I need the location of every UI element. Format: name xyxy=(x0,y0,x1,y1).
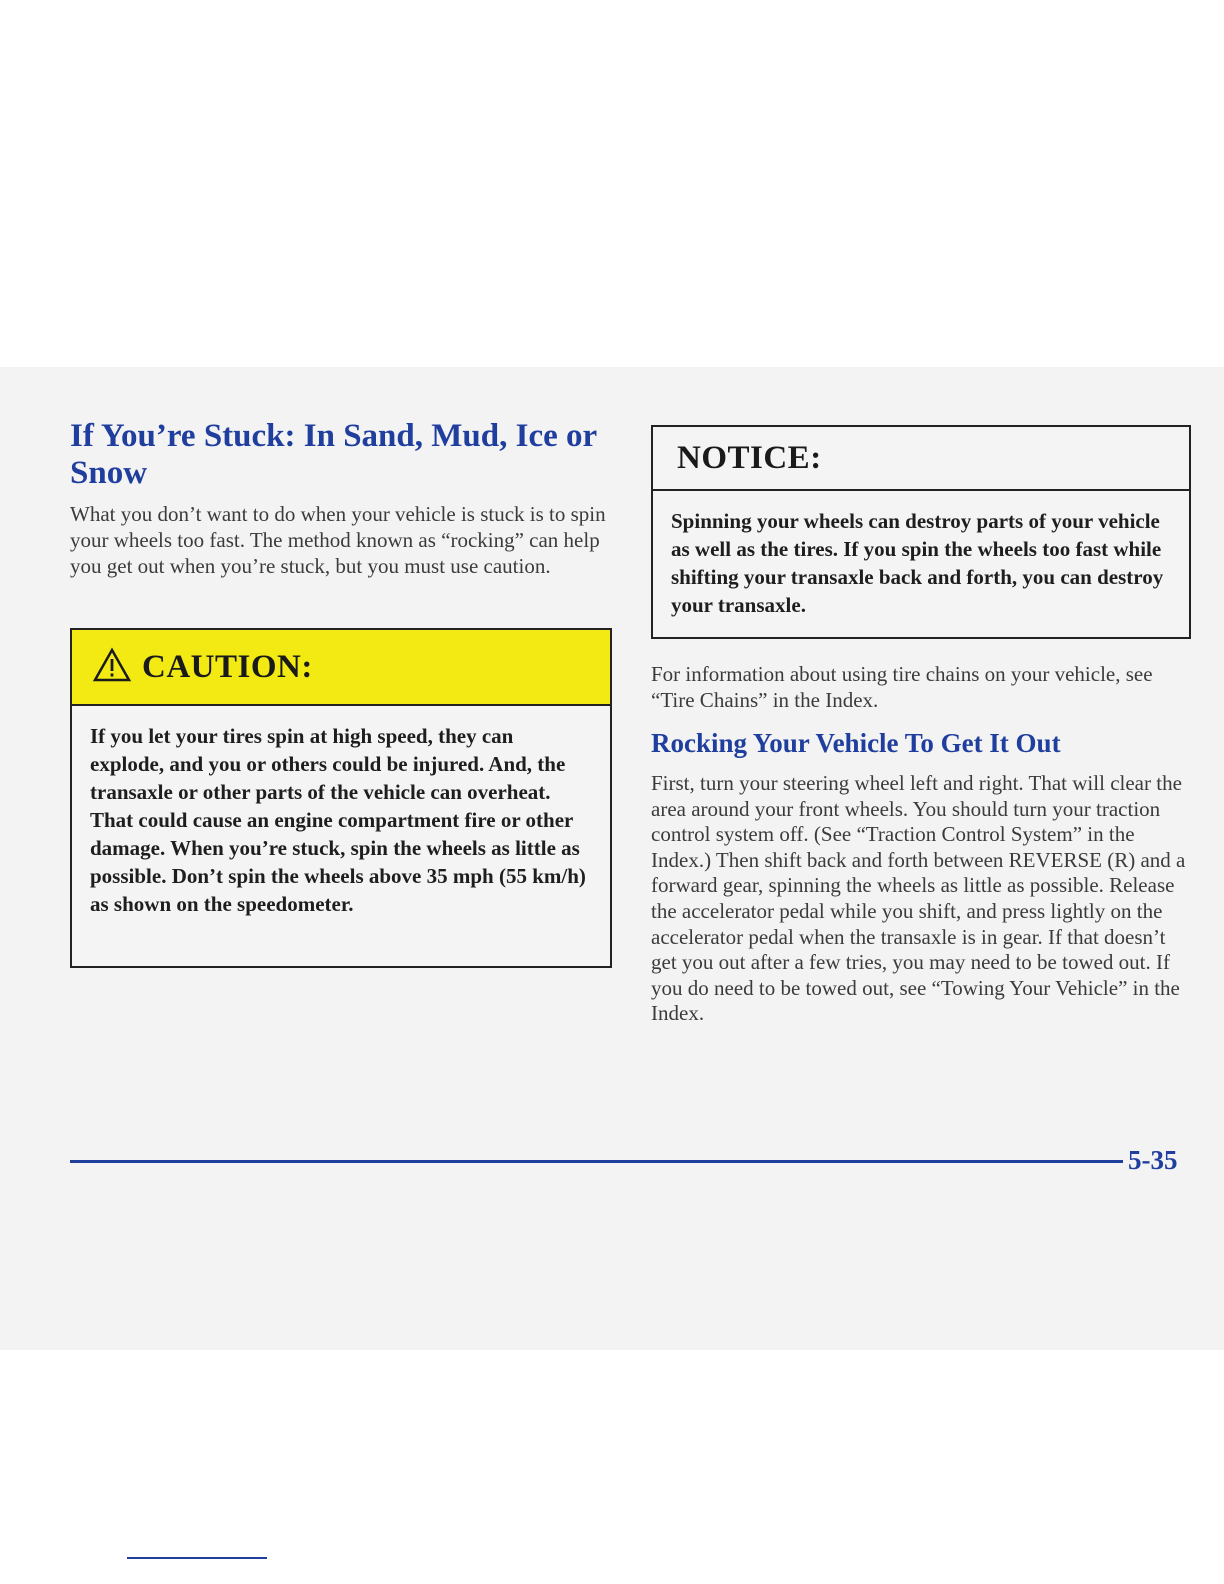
warning-triangle-icon xyxy=(92,647,132,688)
intro-paragraph: What you don’t want to do when your vehicle is stuck is to spin your wheels too fast. The method known as “rocking” can help you get out when you’re stuck, but you must use caution. xyxy=(70,502,606,578)
section-title: If You’re Stuck: In Sand, Mud, Ice or Snow xyxy=(70,418,597,491)
tire-chains-paragraph: For information about using tire chains on your vehicle, see “Tire Chains” in the Index. xyxy=(651,662,1153,712)
notice-body: Spinning your wheels can destroy parts of your vehicle as well as the tires. If you spin the wheels too fast while shifting your transaxle back and forth, you can destroy your transaxle. xyxy=(671,509,1164,617)
notice-title: NOTICE: xyxy=(677,439,822,476)
bottom-divider xyxy=(127,1557,267,1559)
rocking-paragraph: First, turn your steering wheel left and right. That will clear the area around your front wheels. You should turn your traction control system off. (See “Traction Control System” in the Index.) Then shift back and forth between REVERSE (R) and a forward gear, spinning the wheels as little as possible. Release the accelerator pedal while you shift, and press lightly on the accelerator pedal when the transaxle is in gear. If that doesn’t get you out after a few tries, you may need to be towed out. If you do need to be towed out, see “Towing Your Vehicle” in the Index. xyxy=(651,771,1186,1026)
notice-box xyxy=(651,425,1191,639)
notice-header xyxy=(653,427,1189,491)
rocking-title: Rocking Your Vehicle To Get It Out xyxy=(651,728,1061,758)
caution-title: CAUTION: xyxy=(142,648,313,685)
caution-body: If you let your tires spin at high speed, they can explode, and you or others could be injured. And, the transaxle or other parts of the vehicle can overheat. That could cause an engine compartment fire or other damage. When you’re stuck, spin the wheels as little as possible. Don’t spin the wheels above 35 mph (55 km/h) as shown on the speedometer. xyxy=(90,724,586,916)
caution-header xyxy=(72,630,610,706)
caution-box xyxy=(70,628,612,968)
page-number: 5-35 xyxy=(1128,1145,1178,1175)
footer-rule xyxy=(70,1160,1123,1163)
